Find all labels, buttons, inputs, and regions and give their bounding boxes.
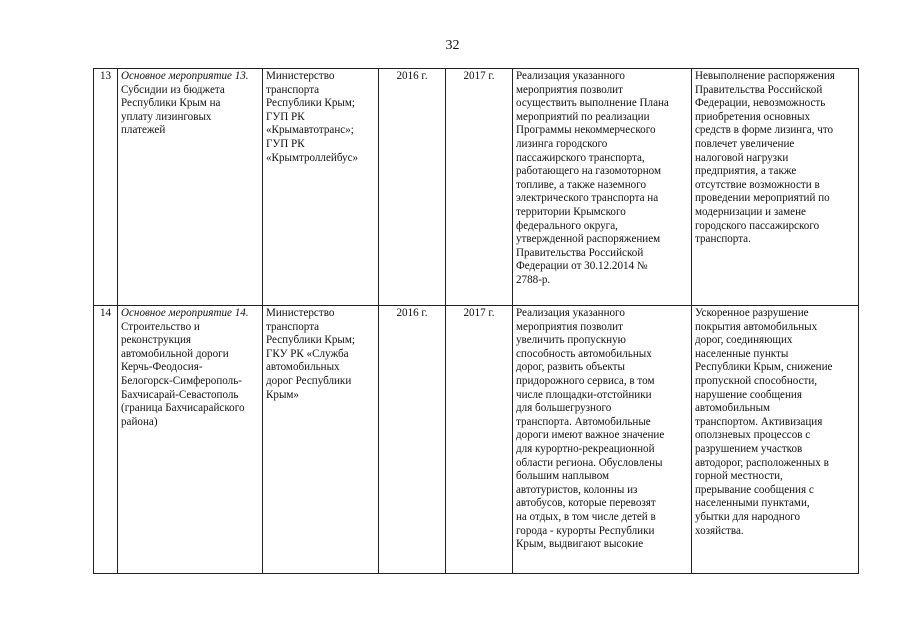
result-text-line: Правительства Российской [516,246,644,259]
executor-text-line: дорог Республики [266,374,352,387]
result-text-line: транспорта. Автомобильные [516,415,651,428]
consequence-text-line: населенные пункты [695,347,789,360]
result-text-line: 2788-р. [516,273,551,286]
executor-text-line: автомобильных [266,361,340,374]
executor-cell [263,69,379,306]
result-text-line: увеличить пропускную [516,334,626,347]
consequence-text-line: предприятия, а также [695,165,797,178]
executor-text-line: Республики Крым; [266,97,355,110]
consequence-text-line: горной местности, [695,470,783,483]
consequence-text-line: Ускоренное разрушение [695,307,809,319]
result-text-line: автобусов, которые перевозят [516,497,656,510]
result-text-line: топливе, а также наземного [516,178,647,191]
executor-text-line: «Крымавтотранс»; [266,124,354,137]
result-text-line: для большегрузного [516,402,612,415]
result-text-line: дороги имеют важное значение [516,429,665,442]
result-text-line: мероприятия позволит [516,83,623,96]
executor-text-line: ГКУ РК «Служба [266,347,349,360]
expected-result-cell [513,306,692,574]
row-number-cell [94,69,118,306]
measure-title: Основное мероприятие 14. [121,307,249,319]
consequence-text-line: убытки для народного [695,510,801,523]
measure-text-line: Керчь-Феодосия- [121,361,203,374]
end-year: 2017 г. [463,70,495,82]
result-text-line: для курортно-рекреационной [516,442,655,455]
consequence-text-line: городского пассажирского [695,219,820,232]
consequences-cell [692,69,859,306]
result-text-line: Крым, выдвигают высокие [516,538,644,551]
row-number: 14 [99,307,112,319]
measure-cell [118,306,263,574]
consequence-text-line: модернизации и замене [695,205,806,218]
consequence-text-line: разрушением участков [695,442,803,455]
result-text-line: электрического транспорта на [516,192,659,205]
end-year-cell [446,69,513,306]
result-text-line: пассажирского транспорта, [516,151,645,164]
result-text-line: дорог, развить объекты [516,361,625,374]
result-text-line: лизинга городского [516,137,608,150]
consequence-text-line: автодорог, расположенных в [695,456,829,469]
consequence-text-line: транспортом. Активизация [695,415,823,428]
consequence-text-line: налоговой нагрузки [695,151,789,164]
start-year-cell [379,69,446,306]
result-text-line: работающего на газомоторном [516,165,662,178]
consequence-text-line: Республики Крым, снижение [695,361,833,374]
executor-cell [263,306,379,574]
consequence-text-line: населенными пунктами, [695,497,810,510]
result-text-line: Реализация указанного [516,70,625,82]
consequence-text-line: приобретения основных [695,110,811,123]
measure-text-line: района) [121,415,158,428]
result-text-line: придорожного сервиса, в том [516,374,655,387]
table-row [94,306,859,574]
result-text-line: территории Крымского [516,205,626,218]
measure-text-line: Строительство и [121,320,200,333]
result-text-line: мероприятия позволит [516,320,623,333]
measure-text-line: (граница Бахчисарайского [121,402,245,415]
consequence-text-line: нарушение сообщения [695,388,802,401]
result-text-line: автотуристов, колонны из [516,483,638,496]
consequence-text-line: прерывание сообщения с [695,483,814,496]
consequence-text-line: покрытия автомобильных [695,320,818,333]
consequence-text-line: повлечет увеличение [695,137,795,150]
end-year-cell [446,306,513,574]
executor-text-line: транспорта [266,320,320,333]
measure-text-line: Белогорск-Симферополь- [121,374,242,387]
executor-text-line: Республики Крым; [266,334,355,347]
executor-text-line: Министерство [266,307,335,319]
page-number: 32 [445,38,460,53]
executor-text-line: Министерство [266,70,335,82]
consequences-cell [692,306,859,574]
consequence-text-line: хозяйства. [695,524,744,537]
consequence-text-line: Невыполнение распоряжения [695,70,835,82]
measure-text-line: реконструкция [121,334,192,347]
consequence-text-line: транспорта. [695,233,751,246]
row-number: 13 [99,70,112,82]
measure-text-line: Республики Крым на [121,97,221,110]
consequence-text-line: отсутствие возможности в [695,178,820,191]
measure-title: Основное мероприятие 13. [121,70,249,82]
measure-text-line: Субсидии из бюджета [121,83,225,96]
result-text-line: числе площадки-отстойники [516,388,652,401]
executor-text-line: Крым» [266,388,299,401]
consequence-text-line: средств в форме лизинга, что [695,124,834,137]
result-text-line: мероприятий по реализации [516,110,650,123]
result-text-line: Программы некоммерческого [516,124,656,137]
measure-cell [118,69,263,306]
consequence-text-line: автомобильным [695,402,771,415]
result-text-line: способность автомобильных [516,347,652,360]
start-year: 2016 г. [396,307,428,319]
result-text-line: области региона. Обусловлены [516,456,663,469]
result-text-line: федерального округа, [516,219,618,232]
start-year: 2016 г. [396,70,428,82]
expected-result-cell [513,69,692,306]
executor-text-line: транспорта [266,83,320,96]
table-row [94,69,859,306]
result-text-line: утвержденной распоряжением [516,233,661,246]
executor-text-line: ГУП РК [266,110,305,123]
consequence-text-line: Федерации, невозможность [695,97,826,110]
measure-text-line: уплату лизинговых [121,110,212,123]
result-text-line: Реализация указанного [516,307,625,319]
result-text-line: на отдых, в том числе детей в [516,510,656,523]
end-year: 2017 г. [463,307,495,319]
result-text-line: большим наплывом [516,470,610,483]
row-number-cell [94,306,118,574]
consequence-text-line: дорог, соединяющих [695,334,793,347]
result-text-line: Федерации от 30.12.2014 № [516,260,648,273]
executor-text-line: ГУП РК [266,137,305,150]
consequence-text-line: пропускной способности, [695,374,818,387]
consequence-text-line: проведении мероприятий по [695,192,830,205]
executor-text-line: «Крымтроллейбус» [266,151,359,164]
measure-text-line: автомобильной дороги [121,347,229,360]
start-year-cell [379,306,446,574]
result-text-line: города - курорты Республики [516,524,655,537]
measures-table [93,68,859,574]
measure-text-line: платежей [121,124,166,137]
result-text-line: осуществить выполнение Плана [516,97,669,110]
consequence-text-line: Правительства Российской [695,83,823,96]
consequence-text-line: оползневых процессов с [695,429,811,442]
measure-text-line: Бахчисарай-Севастополь [121,388,239,401]
